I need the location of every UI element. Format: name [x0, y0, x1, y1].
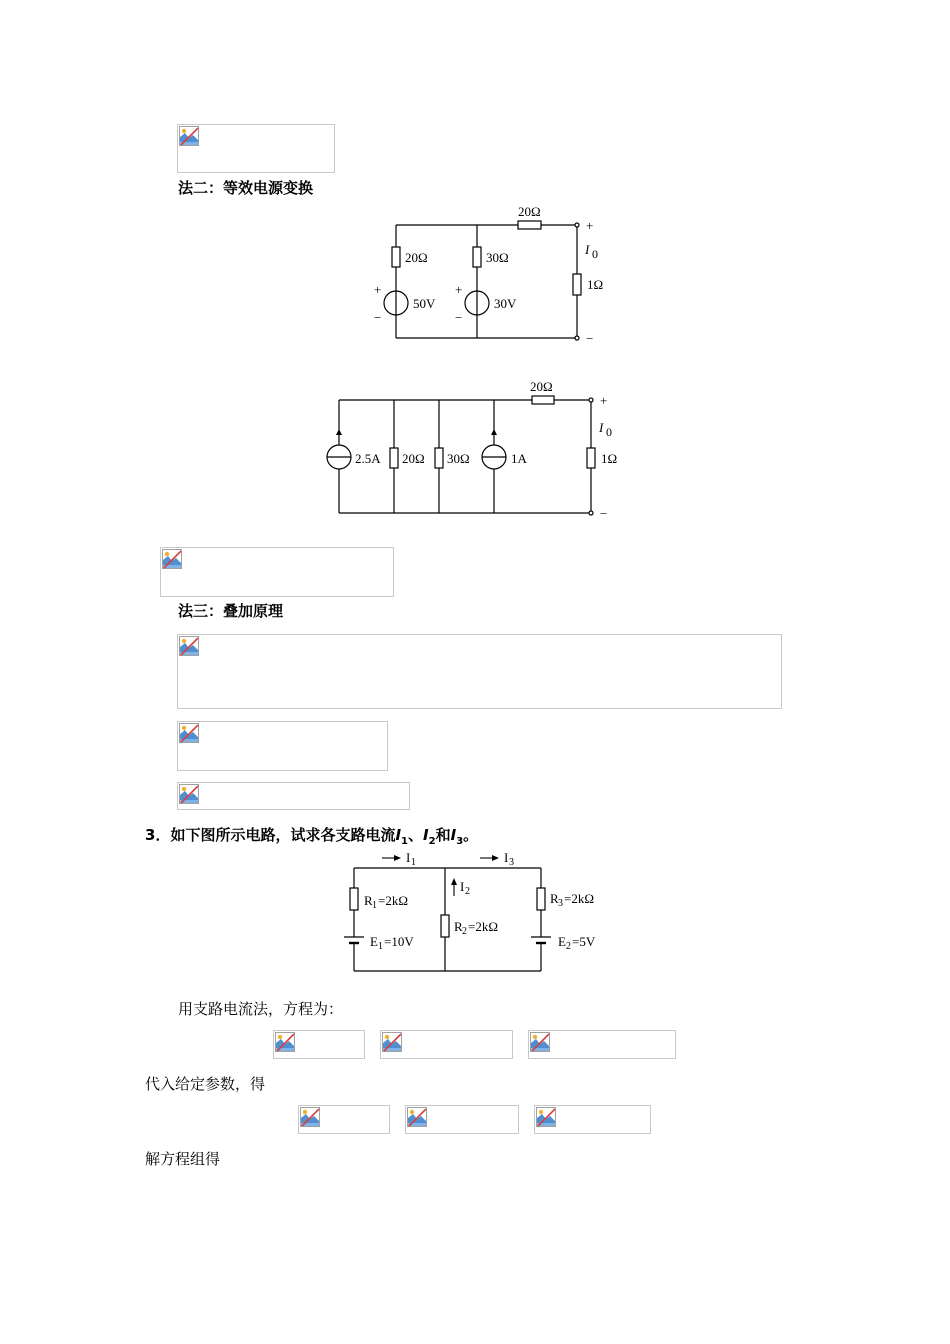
svg-text:=2kΩ: =2kΩ [564, 891, 594, 906]
svg-text:−: − [374, 310, 382, 325]
svg-text:E: E [558, 934, 566, 949]
svg-text:1: 1 [372, 900, 377, 911]
svg-text:R: R [550, 891, 559, 906]
solve-text: 解方程组得 [145, 1150, 221, 1168]
svg-text:R: R [364, 893, 373, 908]
svg-text:=5V: =5V [572, 934, 596, 949]
equation-image [177, 124, 335, 173]
svg-text:+: + [455, 282, 463, 297]
svg-text:I: I [504, 850, 509, 865]
svg-text:20Ω: 20Ω [405, 250, 428, 265]
svg-text:R: R [454, 919, 463, 934]
resistor-r1 [350, 888, 358, 910]
svg-text:30V: 30V [494, 296, 517, 311]
broken-image-icon [536, 1107, 556, 1127]
equation-image [528, 1030, 676, 1059]
resistor-r2 [441, 915, 449, 937]
svg-text:50V: 50V [413, 296, 436, 311]
equation-image [405, 1105, 519, 1134]
arrow-right-icon [394, 855, 401, 861]
svg-text:−: − [586, 331, 594, 346]
svg-text:I: I [406, 850, 411, 865]
terminal-top [575, 223, 579, 227]
svg-text:2: 2 [465, 886, 470, 897]
equation-image [177, 782, 410, 810]
circuit-voltage-sources [360, 198, 620, 348]
svg-text:−: − [455, 310, 463, 325]
svg-text:+: + [374, 282, 382, 297]
arrow-up-icon [491, 429, 497, 435]
svg-text:+: + [600, 393, 608, 408]
svg-text:+: + [586, 218, 594, 233]
broken-image-icon [179, 784, 199, 804]
resistor-20ohm [392, 247, 400, 267]
svg-text:=2kΩ: =2kΩ [468, 919, 498, 934]
svg-text:0: 0 [592, 247, 598, 261]
equation-image [273, 1030, 365, 1059]
equation-image [160, 547, 394, 597]
terminal-bottom [589, 511, 593, 515]
svg-text:1Ω: 1Ω [601, 451, 618, 466]
circuit-branch-currents [330, 845, 630, 980]
broken-image-icon [179, 636, 199, 656]
svg-text:I: I [599, 420, 604, 435]
terminal-top [589, 398, 593, 402]
arrow-up-icon [451, 878, 457, 885]
resistor-20ohm [390, 448, 398, 468]
svg-text:30Ω: 30Ω [486, 250, 509, 265]
broken-image-icon [382, 1032, 402, 1052]
broken-image-icon [179, 126, 199, 146]
equation-image [298, 1105, 390, 1134]
broken-image-icon [300, 1107, 320, 1127]
svg-text:I: I [585, 242, 590, 257]
method3-heading: 法三：叠加原理 [178, 602, 284, 620]
equation-image [177, 721, 388, 771]
branch-method-text: 用支路电流法，方程为： [178, 1000, 344, 1018]
svg-text:30Ω: 30Ω [447, 451, 470, 466]
svg-text:−: − [600, 506, 608, 521]
resistor-30ohm [435, 448, 443, 468]
arrow-right-icon [492, 855, 499, 861]
substitute-text: 代入给定参数，得 [145, 1075, 266, 1093]
resistor-1ohm [573, 274, 581, 295]
resistor-20ohm-top [518, 221, 541, 229]
problem-3-heading: 3．如下图所示电路，试求各支路电流$I_1$、$I_2$和$I_3$。 [145, 826, 479, 847]
equation-image [534, 1105, 651, 1134]
svg-text:3: 3 [509, 857, 514, 868]
svg-text:0: 0 [606, 425, 612, 439]
resistor-1ohm [587, 448, 595, 468]
svg-text:I: I [460, 879, 465, 894]
svg-text:20Ω: 20Ω [518, 204, 541, 219]
svg-text:2: 2 [566, 941, 571, 952]
svg-text:=2kΩ: =2kΩ [378, 893, 408, 908]
svg-text:1: 1 [411, 857, 416, 868]
svg-text:3: 3 [558, 898, 563, 909]
svg-text:=10V: =10V [384, 934, 414, 949]
resistor-30ohm [473, 247, 481, 267]
equation-image [380, 1030, 513, 1059]
broken-image-icon [179, 723, 199, 743]
arrow-up-icon [336, 429, 342, 435]
svg-text:1: 1 [378, 941, 383, 952]
svg-text:E: E [370, 934, 378, 949]
svg-text:20Ω: 20Ω [530, 379, 553, 394]
resistor-20ohm-top [532, 396, 554, 404]
broken-image-icon [530, 1032, 550, 1052]
svg-text:1A: 1A [511, 451, 527, 466]
broken-image-icon [407, 1107, 427, 1127]
broken-image-icon [275, 1032, 295, 1052]
svg-text:2: 2 [462, 926, 467, 937]
svg-text:1Ω: 1Ω [587, 277, 604, 292]
method2-heading: 法二：等效电源变换 [178, 179, 314, 197]
svg-text:20Ω: 20Ω [402, 451, 425, 466]
svg-text:2.5A: 2.5A [355, 451, 381, 466]
equation-image [177, 634, 782, 709]
resistor-r3 [537, 888, 545, 910]
terminal-bottom [575, 336, 579, 340]
broken-image-icon [162, 549, 182, 569]
circuit-current-sources [320, 373, 630, 523]
